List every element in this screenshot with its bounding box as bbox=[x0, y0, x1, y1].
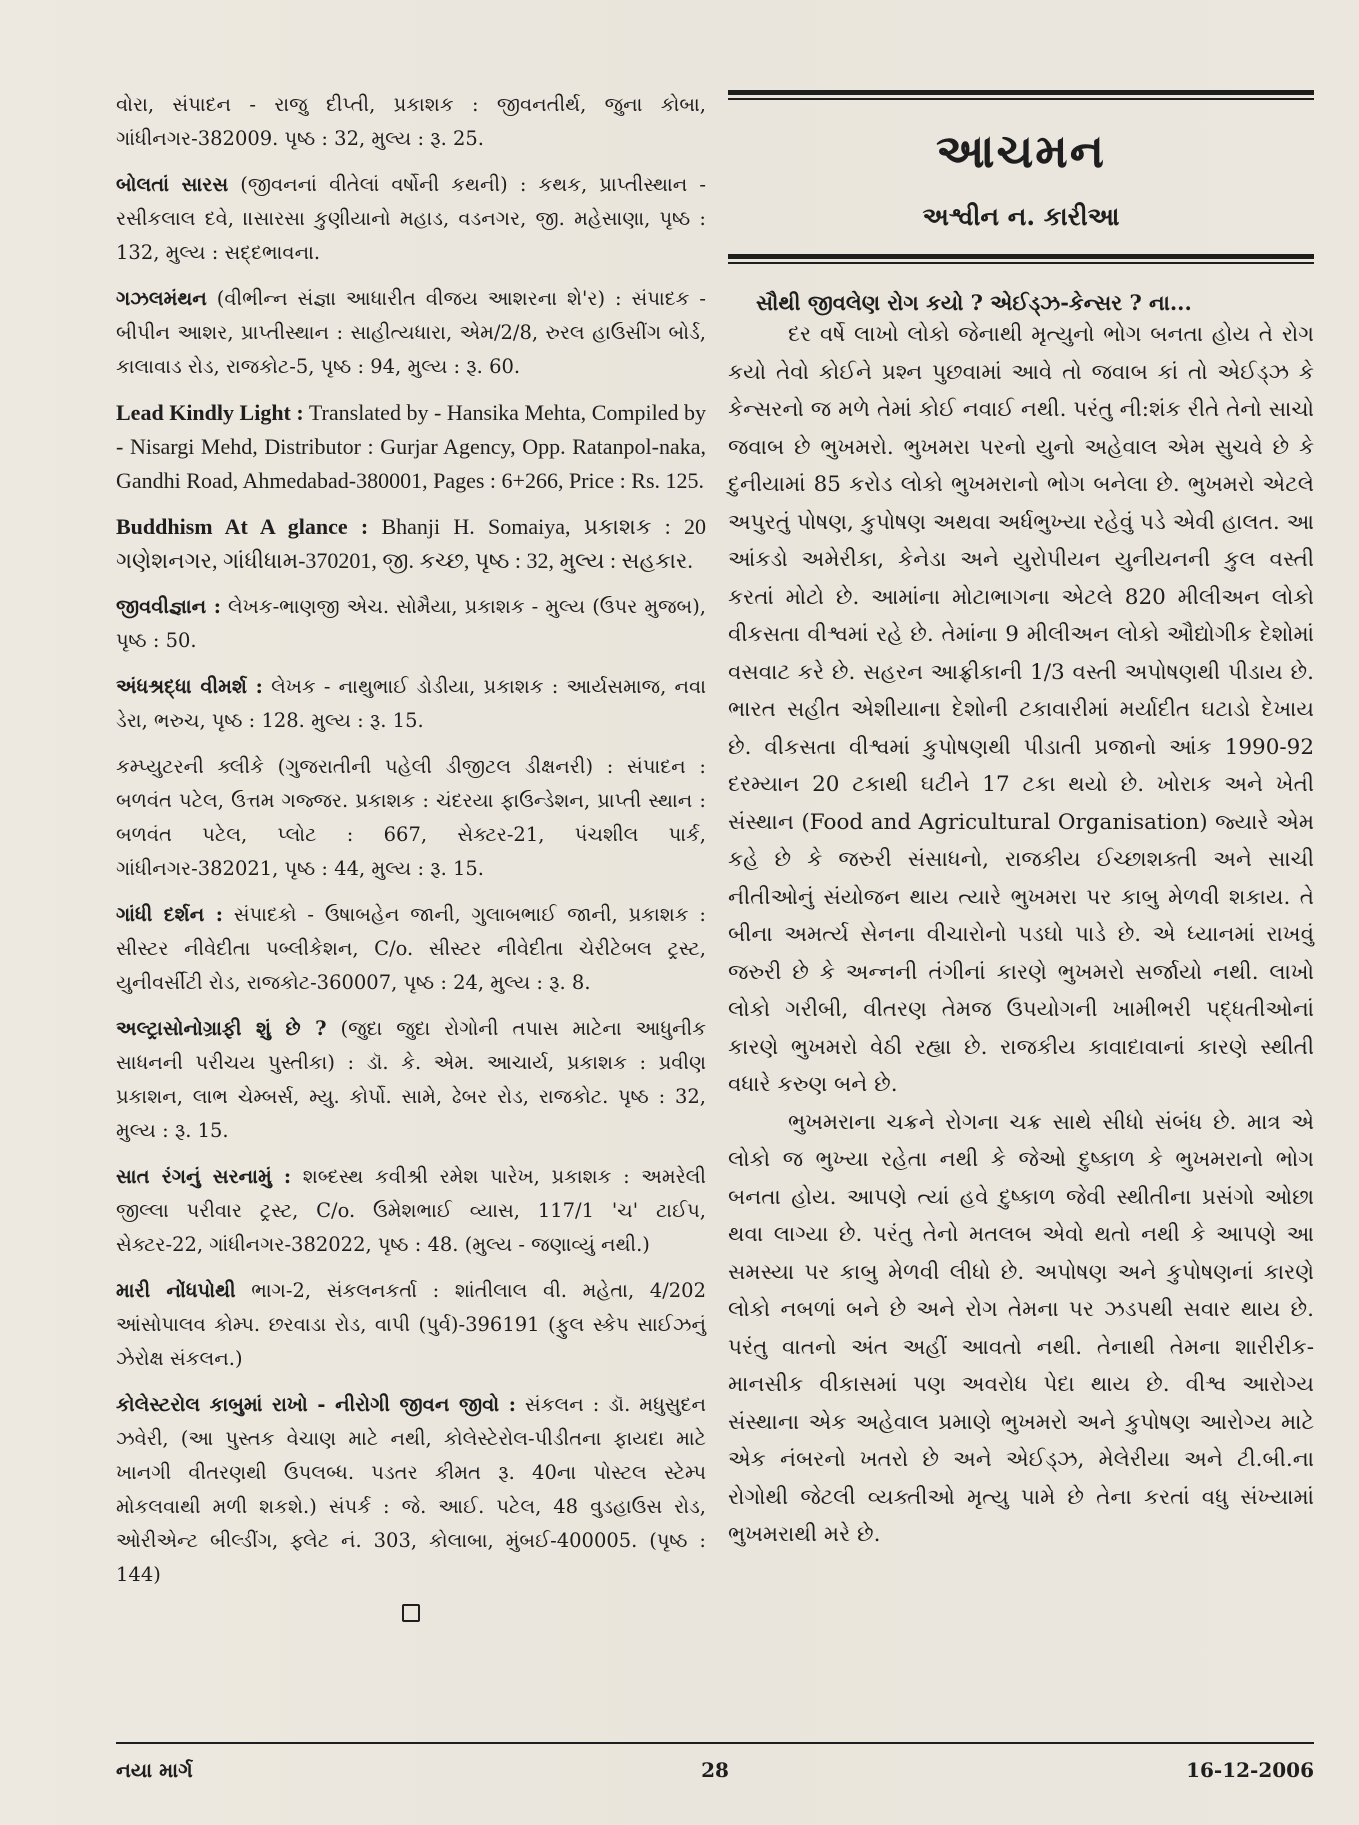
column-title: આચમન bbox=[935, 124, 1107, 178]
book-entry: અંધશ્રદ્ધા વીમર્શ : લેખક - નાથુભાઈ ડોડીયા, પ્રકાશક : આર્યસમાજ, નવા ડેરા, ભરુચ, પૃષ્ઠ : 128. મુલ્ય : રૂ. 15. bbox=[116, 675, 706, 732]
book-listings-column bbox=[116, 88, 706, 1622]
book-entry: કોલેસ્ટરોલ કાબુમાં રાખો - નીરોગી જીવન જીવો : સંકલન : ડૉ. મધુસુદન ઝવેરી, (આ પુસ્તક વેચાણ માટે નથી, કોલેસ્ટેરોલ-પીડીતના ફાયદા માટે ખાનગી વીતરણથી ઉપલબ્ધ. પડતર કીમત રૂ. 40ના પોસ્ટલ સ્ટેમ્પ મોકલવાથી મળી શકશે.) સંપર્ક : જે. આઈ. પટેલ, 48 વુડહાઉસ રોડ, ઓરીએન્ટ બીલ્ડીંગ, ફ્લેટ નં. 303, કોલાબા, મુંબઈ-400005. (પૃષ્ઠ : 144) bbox=[116, 1393, 706, 1586]
book-entry: અલ્ટ્રાસોનોગ્રાફી શું છે ? (જુદા જુદા રોગોની તપાસ માટેના આધુનીક સાધનની પરીચય પુસ્તીકા) : ડૉ. કે. એમ. આચાર્ય, પ્રકાશક : પ્રવીણ પ્રકાશન, લાભ ચેમ્બર્સ, મ્યુ. કોર્પો. સામે, ઢેબર રોડ, રાજકોટ. પૃષ્ઠ : 32, મુલ્ય : રૂ. 15. bbox=[116, 1017, 707, 1142]
book-entry: મારી નોંધપોથી ભાગ-2, સંકલનકર્તા : શાંતીલાલ વી. મહેતા, 4/202 આંસોપાલવ કોમ્પ. છરવાડા રોડ, વાપી (પુર્વ)-396191 (ફુલ સ્કેપ સાઈઝનું ઝેરોક્ષ સંકલન.) bbox=[116, 1279, 706, 1370]
book-entry: જીવવીજ્ઞાન : લેખક-ભાણજી એચ. સોમૈયા, પ્રકાશક - મુલ્ય (ઉપર મુજબ), પૃષ્ઠ : 50. bbox=[116, 595, 707, 652]
book-entry: વોરા, સંપાદન - રાજુ દીપ્તી, પ્રકાશક : જીવનતીર્થ, જુના કોબા, ગાંધીનગર-382009. પૃષ્ઠ : 32, મુલ્ય : રૂ. 25. bbox=[116, 93, 706, 150]
article-paragraph: દર વર્ષે લાખો લોકો જેનાથી મૃત્યુનો ભોગ બનતા હોય તે રોગ કયો તેવો કોઈને પ્રશ્ન પુછવામાં આવે તો જવાબ કાં તો એઈડ્ઝ કે કેન્સરનો જ મળે તેમાં કોઈ નવાઈ નથી. પરંતુ ની:શંક રીતે તેનો સાચો જવાબ છે ભુખમરો. ભુખમરા પરનો યુનો અહેવાલ એમ સુચવે છે કે દુનીયામાં 85 કરોડ લોકો ભુખમરાનો ભોગ બનેલા છે. ભુખમરો એટલે અપુરતું પોષણ, કુપોષણ અથવા અર્ધભુખ્યા રહેવું પડે એવી હાલત. આ આંકડો અમેરીકા, કેનેડા અને યુરોપીયન યુનીયનની કુલ વસ્તી કરતાં મોટો છે. આમાંના મોટાભાગના એટલે 820 મીલીઅન લોકો વીકસતા વીશ્વમાં રહે છે. તેમાંના 9 મીલીઅન લોકો ઔદ્યોગીક દેશોમાં વસવાટ કરે છે. સહરન આફ્રીકાની 1/3 વસ્તી અપોષણથી પીડાય છે. ભારત સહીત એશીયાના દેશોની ટકાવારીમાં મર્યાદીત ઘટાડો દેખાય છે. વીકસતા વીશ્વમાં કુપોષણથી પીડાતી પ્રજાનો આંક 1990-92 દરમ્યાન 20 ટકાથી ઘટીને 17 ટકા થયો છે. ખોરાક અને ખેતી સંસ્થાન (Food and Agricultural Organisation) જ્યારે એમ કહે છે કે જરુરી સંસાધનો, રાજકીય ઈચ્છાશક્તી અને સાચી નીતીઓનું સંયોજન થાય ત્યારે ભુખમરા પર કાબુ મેળવી શકાય. તે બીના અમર્ત્ય સેનના વીચારોનો પડઘો પાડે છે. એ ધ્યાનમાં રાખવું જરુરી છે કે અન્નની તંગીનાં કારણે ભુખમરો સર્જાયો નથી. લાખો લોકો ગરીબી, વીતરણ તેમજ ઉપયોગની ખામીભરી પદ્ધતીઓનાં કારણે ભુખમરો વેઠી રહ્યા છે. રાજકીય કાવાદાવાનાં કારણે સ્થીતી વધારે કરુણ બને છે. bbox=[728, 322, 1314, 1097]
end-of-section-square-icon bbox=[402, 1604, 420, 1622]
book-entry: ગાંધી દર્શન : સંપાદકો - ઉષાબહેન જાની, ગુલાબભાઈ જાની, પ્રકાશક : સીસ્ટર નીવેદીતા પબ્લીકેશન, C/o. સીસ્ટર નીવેદીતા ચેરીટેબલ ટ્રસ્ટ, યુનીવર્સીટી રોડ, રાજકોટ-360007, પૃષ્ઠ : 24, મુલ્ય : રૂ. 8. bbox=[116, 903, 706, 994]
footer-rule bbox=[116, 1742, 1314, 1744]
column-top-rule-thin bbox=[728, 98, 1314, 100]
book-entry: સાત રંગનું સરનામું : શબ્દસ્થ કવીશ્રી રમેશ પારેખ, પ્રકાશક : અમરેલી જીલ્લા પરીવાર ટ્રસ્ટ, C/o. ઉમેશભાઈ વ્યાસ, 117/1 'ચ' ટાઈપ, સેક્ટર-22, ગાંધીનગર-382022, પૃષ્ઠ : 48. (મુલ્ય - જણાવ્યું નથી.) bbox=[116, 1165, 706, 1256]
article-heading: સૌથી જીવલેણ રોગ કયો ? એઈડ્ઝ-કેન્સર ? ના... bbox=[756, 290, 1192, 315]
column-top-rule bbox=[728, 90, 1314, 95]
column-title-rule bbox=[728, 254, 1314, 264]
book-entry: કમ્પ્યુટરની ક્લીકે (ગુજરાતીની પહેલી ડીજીટલ ડીક્ષનરી) : સંપાદન : બળવંત પટેલ, ઉત્તમ ગજ્જર. પ્રકાશક : ચંદરયા ફાઉન્ડેશન, પ્રાપ્તી સ્થાન : બળવંત પટેલ, પ્લોટ : 667, સેક્ટર-21, પંચશીલ પાર્ક, ગાંધીનગર-382021, પૃષ્ઠ : 44, મુલ્ય : રૂ. 15. bbox=[116, 755, 706, 880]
column-author: અશ્વીન ન. કારીઆ bbox=[922, 202, 1120, 231]
magazine-name: નયા માર્ગ bbox=[116, 1758, 193, 1782]
book-entry: બોલતાં સારસ (જીવનનાં વીતેલાં વર્ષોની કથની) : કથક, પ્રાપ્તીસ્થાન - રસીકલાલ દવે, ।।સારસા કુણીયાનો મહાડ, વડનગર, જી. મહેસાણા, પૃષ્ઠ : 132, મુલ્ય : સદ્દભાવના. bbox=[116, 173, 706, 264]
column-article bbox=[728, 90, 1314, 1554]
issue-date: 16-12-2006 bbox=[1186, 1758, 1314, 1782]
article-paragraph: ભુખમરાના ચક્રને રોગના ચક્ર સાથે સીધો સંબંધ છે. માત્ર એ લોકો જ ભુખ્યા રહેતા નથી કે જેઓ દુષ્કાળ કે ભુખમરાનો ભોગ બનતા હોય. આપણે ત્યાં હવે દુષ્કાળ જેવી સ્થીતીના પ્રસંગો ઓછા થવા લાગ્યા છે. પરંતુ તેનો મતલબ એવો થતો નથી કે આપણે આ સમસ્યા પર કાબુ મેળવી લીધો છે. અપોષણ અને કુપોષણનાં કારણે લોકો નબળાં બને છે અને રોગ તેમના પર ઝડપથી સવાર થાય છે. પરંતુ વાતનો અંત અહીં આવતો નથી. તેનાથી તેમના શારીરીક-માનસીક વીકાસમાં પણ અવરોધ પેદા થાય છે. વીશ્વ આરોગ્ય સંસ્થાના એક અહેવાલ પ્રમાણે ભુખમરો અને કુપોષણ આરોગ્ય માટે એક નંબરનો ખતરો છે અને એઈડ્ઝ, મેલેરીયા અને ટી.બી.ના રોગોથી જેટલી વ્યક્તીઓ મૃત્યુ પામે છે તેના કરતાં વધુ સંખ્યામાં ભુખમરાથી મરે છે. bbox=[728, 1109, 1314, 1547]
book-entry: Buddhism At A glance : Bhanji H. Somaiya, પ્રકાશક : 20 ગણેશનગર, ગાંધીધામ-370201, જી. કચ્છ, પૃષ્ઠ : 32, મુલ્ય : સહકાર. bbox=[116, 514, 706, 573]
book-entry: Lead Kindly Light : Translated by - Hansika Mehta, Compiled by - Nisargi Mehd, Distributor : Gurjar Agency, Opp. Ratanpol-naka, Gandhi Road, Ahmedabad-380001, Pages : 6+266, Price : Rs. 125. bbox=[116, 400, 707, 493]
page-footer bbox=[116, 1758, 1314, 1788]
page-number: 28 bbox=[701, 1758, 729, 1782]
book-entry: ગઝલમંથન (વીભીન્ન સંજ્ઞા આધારીત વીજય આશરના શે'ર) : સંપાદક - બીપીન આશર, પ્રાપ્તીસ્થાન : સાહીત્યધારા, એમ/2/8, રુરલ હાઉસીંગ બોર્ડ, કાલાવાડ રોડ, રાજકોટ-5, પૃષ્ઠ : 94, મુલ્ય : રૂ. 60. bbox=[116, 287, 706, 378]
